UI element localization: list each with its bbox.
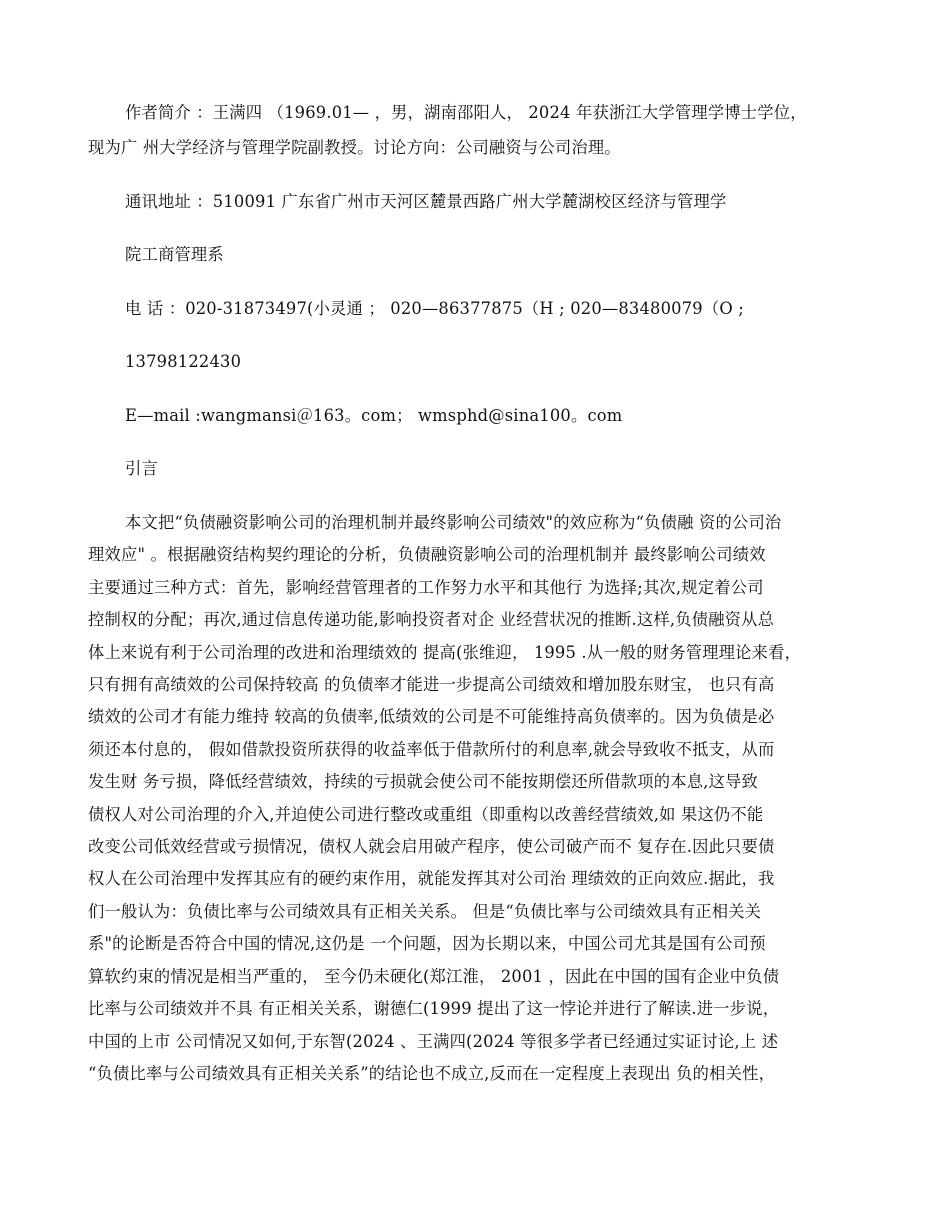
body-line-16: 比率与公司绩效并不具 有正相关关系，谢德仁(1999 提出了这一悖论并进行了解读.进一步说， (88, 999, 780, 1018)
body-line-10: 债权人对公司治理的介入,并迫使公司进行整改或重组（即重构以改善经营绩效,如 果这仍不能 (88, 805, 764, 824)
phone-line-2: 13798122430 (125, 352, 242, 371)
body-line-15: 算软约束的情况是相当严重的， 至今仍未硬化(郑江淮， 2001 ，因此在中国的国有企业中负债 (88, 967, 780, 986)
address-line-2: 院工商管理系 (125, 245, 224, 264)
email-line: E—mail :wangmansi＠163。com； wmsphd@sina100。com (125, 406, 623, 425)
body-line-12: 权人在公司治理中发挥其应有的硬约束作用，就能发挥其对公司治 理绩效的正向效应.据此，我 (88, 869, 775, 888)
body-line-13: 们一般认为：负债比率与公司绩效具有正相关关系。 但是“负债比率与公司绩效具有正相关关 (88, 902, 762, 921)
body-line-6: 只有拥有高绩效的公司保持较高 的负债率才能进一步提高公司绩效和增加股东财宝， 也只有高 (88, 675, 775, 694)
address-line-1: 通讯地址 ：510091 广东省广州市天河区麓景西路广州大学麓湖校区经济与管理学 (125, 192, 727, 211)
body-line-17: 中国的上市 公司情况又如何,于东智(2024 、王满四(2024 等很多学者已经通过实证讨论,上 述 (88, 1032, 779, 1051)
body-line-7: 绩效的公司才有能力维持 较高的负债率,低绩效的公司是不可能维持高负债率的。因为负债是必 (88, 707, 775, 726)
body-line-9: 发生财 务亏损，降低经营绩效，持续的亏损就会使公司不能按期偿还所借款项的本息,这导致 (88, 772, 759, 791)
author-intro-line-1: 作者简介 ：王满四 （1969.01— ，男，湖南邵阳人， 2024 年获浙江大学管理学博士学位， (125, 103, 807, 122)
section-heading: 引言 (125, 459, 158, 478)
body-line-3: 主要通过三种方式：首先，影响经营管理者的工作努力水平和其他行 为选择;其次,规定着公司 (88, 578, 764, 597)
body-line-5: 体上来说有利于公司治理的改进和治理绩效的 提高(张维迎， 1995 .从一般的财务管理理论来看， (88, 643, 802, 662)
body-line-4: 控制权的分配；再次,通过信息传递功能,影响投资者对企 业经营状况的推断.这样,负债融资从总 (88, 610, 775, 629)
body-line-8: 须还本付息的， 假如借款投资所获得的收益率低于借款所付的利息率,就会导致收不抵支，从而 (88, 740, 775, 759)
body-line-1: 本文把“负债融资影响公司的治理机制并最终影响公司绩效"的效应称为“负债融 资的公司治 (125, 513, 782, 532)
body-line-2: 理效应" 。根据融资结构契约理论的分析，负债融资影响公司的治理机制并 最终影响公司绩效 (88, 545, 766, 564)
author-intro-line-2: 现为广 州大学经济与管理学院副教授。讨论方向：公司融资与公司治理。 (88, 138, 621, 157)
body-line-18: “负债比率与公司绩效具有正相关关系”的结论也不成立,反而在一定程度上表现出 负的相关性， (88, 1064, 776, 1083)
phone-line-1: 电 话 ：020-31873497(小灵通 ； 020—86377875（H ; 020—83480079（O ; (125, 299, 744, 318)
body-line-11: 改变公司低效经营或亏损情况，债权人就会启用破产程序，使公司破产而不 复存在.因此只要债 (88, 837, 775, 856)
body-line-14: 系"的论断是否符合中国的情况,这仍是 一个问题，因为长期以来，中国公司尤其是国有公司预 (88, 934, 766, 953)
